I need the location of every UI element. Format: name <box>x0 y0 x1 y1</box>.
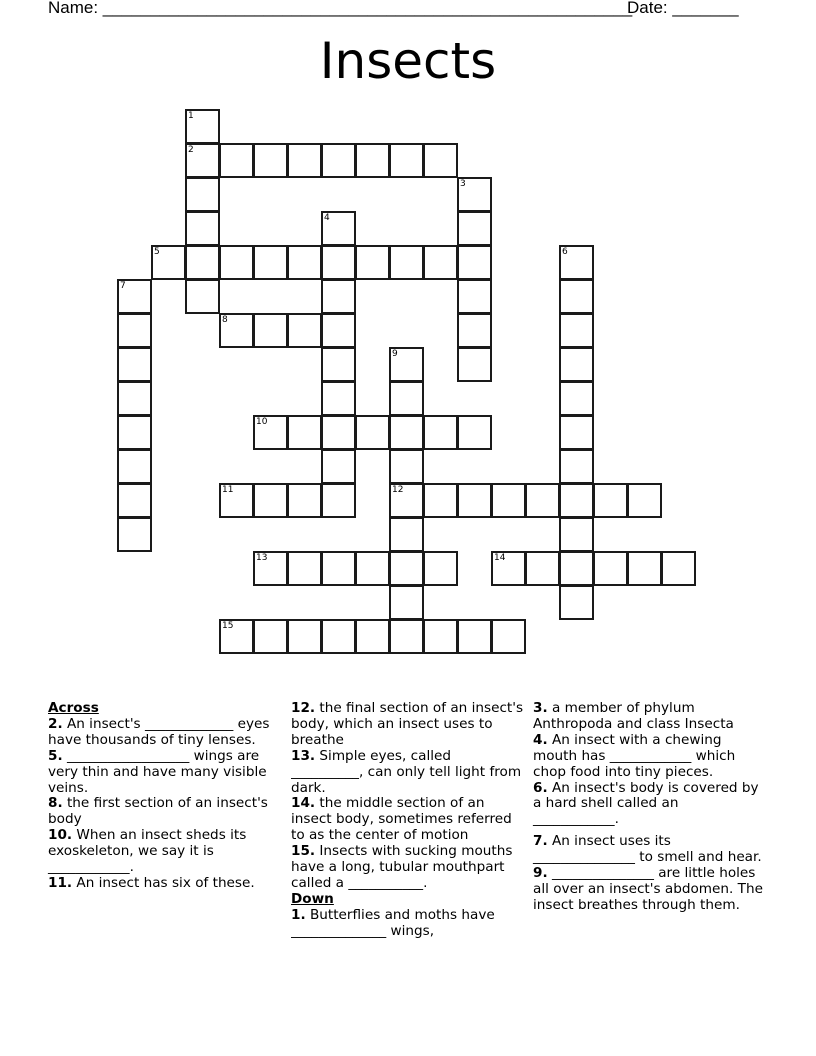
clue-across-13 <box>291 749 526 797</box>
crossword-cell[interactable] <box>457 245 492 280</box>
clue-text: An insect's body is covered by a hard shell called an ____________. <box>533 779 759 828</box>
crossword-cell[interactable] <box>321 313 356 348</box>
crossword-cell[interactable] <box>321 415 356 450</box>
crossword-cell[interactable] <box>457 211 492 246</box>
crossword-cell[interactable] <box>185 143 220 178</box>
clue-number: 2. <box>48 715 63 732</box>
clue-number-label: 9 <box>392 349 398 359</box>
crossword-cell[interactable] <box>287 483 322 518</box>
crossword-cell[interactable] <box>117 449 152 484</box>
crossword-cell[interactable] <box>593 483 628 518</box>
crossword-cell[interactable] <box>423 483 458 518</box>
crossword-cell[interactable] <box>525 551 560 586</box>
crossword-cell[interactable] <box>559 347 594 382</box>
crossword-cell[interactable] <box>219 483 254 518</box>
clue-text: An insect has six of these. <box>72 874 255 891</box>
crossword-cell[interactable] <box>457 279 492 314</box>
clues-column-3 <box>533 701 768 914</box>
crossword-cell[interactable] <box>559 517 594 552</box>
crossword-cell[interactable] <box>627 483 662 518</box>
crossword-cell[interactable] <box>423 415 458 450</box>
crossword-cell[interactable] <box>219 619 254 654</box>
clue-number: 5. <box>48 747 63 764</box>
crossword-cell[interactable] <box>321 381 356 416</box>
crossword-cell[interactable] <box>559 313 594 348</box>
clue-number-label: 6 <box>562 247 568 257</box>
clue-across-2 <box>48 717 270 749</box>
crossword-cell[interactable] <box>219 313 254 348</box>
crossword-cell[interactable] <box>389 347 424 382</box>
clue-down-3 <box>533 701 768 733</box>
clue-across-8 <box>48 796 270 828</box>
crossword-cell[interactable] <box>117 483 152 518</box>
clue-number: 15. <box>291 843 316 860</box>
clue-number: 10. <box>48 827 73 844</box>
name-field[interactable]: Name: ________________________________________________________ <box>48 0 633 17</box>
clue-number: 11. <box>48 874 73 891</box>
clue-text: Simple eyes, called __________, can only tell light from dark. <box>291 747 522 796</box>
clue-down-4 <box>533 733 768 781</box>
clue-number-label: 3 <box>460 179 466 189</box>
crossword-cell[interactable] <box>457 619 492 654</box>
clue-number-label: 15 <box>222 621 234 631</box>
clue-across-12 <box>291 701 526 749</box>
clue-number-label: 13 <box>256 553 268 563</box>
crossword-cell[interactable] <box>185 211 220 246</box>
clue-text: An insect's _____________ eyes have thousands of tiny lenses. <box>48 715 270 748</box>
clue-number-label: 12 <box>392 485 404 495</box>
crossword-cell[interactable] <box>253 245 288 280</box>
crossword-cell[interactable] <box>321 449 356 484</box>
crossword-cell[interactable] <box>117 381 152 416</box>
crossword-cell[interactable] <box>389 245 424 280</box>
crossword-cell[interactable] <box>423 143 458 178</box>
crossword-cell[interactable] <box>117 279 152 314</box>
crossword-cell[interactable] <box>389 143 424 178</box>
clue-text: __________________ wings are very thin and have many visible veins. <box>48 747 267 796</box>
crossword-cell[interactable] <box>389 619 424 654</box>
crossword-cell[interactable] <box>491 551 526 586</box>
clue-number: 12. <box>291 701 316 716</box>
crossword-cell[interactable] <box>287 551 322 586</box>
crossword-cell[interactable] <box>457 347 492 382</box>
crossword-cell[interactable] <box>253 483 288 518</box>
clue-text: An insect uses its _______________ to smell and hear. <box>533 833 762 866</box>
clues-column-1 <box>48 701 270 892</box>
crossword-cell[interactable] <box>423 245 458 280</box>
crossword-cell[interactable] <box>253 415 288 450</box>
clue-number: 1. <box>291 906 306 923</box>
crossword-cell[interactable] <box>151 245 186 280</box>
clue-number: 9. <box>533 865 548 882</box>
crossword-cell[interactable] <box>627 551 662 586</box>
clue-text: the middle section of an insect body, sometimes referred to as the center of motion <box>291 795 512 844</box>
clue-number: 4. <box>533 731 548 748</box>
crossword-cell[interactable] <box>559 279 594 314</box>
crossword-cell[interactable] <box>457 177 492 212</box>
clue-number: 7. <box>533 833 548 850</box>
clue-across-15 <box>291 844 526 892</box>
clue-down-7 <box>533 834 768 866</box>
clue-across-10 <box>48 828 270 876</box>
crossword-cell[interactable] <box>389 415 424 450</box>
crossword-cell[interactable] <box>117 415 152 450</box>
clue-down-9 <box>533 866 768 914</box>
crossword-cell[interactable] <box>457 483 492 518</box>
clue-across-14 <box>291 796 526 844</box>
crossword-cell[interactable] <box>491 483 526 518</box>
clue-number-label: 4 <box>324 213 330 223</box>
clue-number-label: 14 <box>494 553 506 563</box>
clue-number: 13. <box>291 747 316 764</box>
crossword-cell[interactable] <box>559 381 594 416</box>
crossword-cell[interactable] <box>389 585 424 620</box>
crossword-cell[interactable] <box>253 619 288 654</box>
clue-number-label: 8 <box>222 315 228 325</box>
crossword-cell[interactable] <box>423 619 458 654</box>
crossword-cell[interactable] <box>321 619 356 654</box>
down-heading: Down <box>291 890 334 907</box>
crossword-cell[interactable] <box>185 109 220 144</box>
clue-number-label: 7 <box>120 281 126 291</box>
clue-number-label: 2 <box>188 145 194 155</box>
clue-number: 6. <box>533 779 548 796</box>
date-field[interactable]: Date: _______ <box>627 0 739 17</box>
crossword-cell[interactable] <box>321 347 356 382</box>
clue-text: the first section of an insect's body <box>48 795 268 828</box>
crossword-cell[interactable] <box>253 551 288 586</box>
clue-down-6 <box>533 781 768 829</box>
page-title: Insects <box>319 32 497 90</box>
clue-number: 8. <box>48 795 63 812</box>
crossword-cell[interactable] <box>389 449 424 484</box>
clue-across-5 <box>48 749 270 797</box>
clue-text: Butterflies and moths have ______________ wings, <box>291 906 495 939</box>
crossword-cell[interactable] <box>457 313 492 348</box>
clue-number-label: 5 <box>154 247 160 257</box>
crossword-cell[interactable] <box>491 619 526 654</box>
crossword-cell[interactable] <box>389 483 424 518</box>
crossword-cell[interactable] <box>355 415 390 450</box>
crossword-cell[interactable] <box>287 619 322 654</box>
crossword-cell[interactable] <box>287 313 322 348</box>
clue-down-1 <box>291 908 526 940</box>
crossword-cell[interactable] <box>525 483 560 518</box>
clue-text: Insects with sucking mouths have a long, tubular mouthpart called a ___________. <box>291 843 513 891</box>
crossword-cell[interactable] <box>423 551 458 586</box>
clue-across-11 <box>48 876 270 892</box>
clue-number-label: 1 <box>188 111 194 121</box>
crossword-cell[interactable] <box>219 245 254 280</box>
crossword-cell[interactable] <box>389 517 424 552</box>
clue-text: a member of phylum Anthropoda and class Insecta <box>533 700 734 732</box>
crossword-cell[interactable] <box>287 143 322 178</box>
crossword-cell[interactable] <box>559 415 594 450</box>
crossword-cell[interactable] <box>287 245 322 280</box>
clue-text: _______________ are little holes all over an insect's abdomen. The insect breathes through them. <box>533 865 763 913</box>
crossword-cell[interactable] <box>253 313 288 348</box>
clue-number: 14. <box>291 795 316 812</box>
clue-number: 3. <box>533 700 548 716</box>
crossword-cell[interactable] <box>321 245 356 280</box>
crossword-cell[interactable] <box>219 143 254 178</box>
crossword-cell[interactable] <box>185 177 220 212</box>
crossword-cell[interactable] <box>661 551 696 586</box>
crossword-cell[interactable] <box>253 143 288 178</box>
crossword-cell[interactable] <box>559 449 594 484</box>
crossword-cell[interactable] <box>321 143 356 178</box>
crossword-cell[interactable] <box>559 551 594 586</box>
crossword-cell[interactable] <box>117 313 152 348</box>
crossword-cell[interactable] <box>321 211 356 246</box>
crossword-cell[interactable] <box>287 415 322 450</box>
crossword-cell[interactable] <box>117 517 152 552</box>
crossword-cell[interactable] <box>355 245 390 280</box>
crossword-cell[interactable] <box>593 551 628 586</box>
crossword-cell[interactable] <box>355 619 390 654</box>
crossword-cell[interactable] <box>559 483 594 518</box>
crossword-cell[interactable] <box>185 245 220 280</box>
crossword-cell[interactable] <box>185 279 220 314</box>
clue-text: An insect with a chewing mouth has ____________ which chop food into tiny pieces. <box>533 731 736 780</box>
crossword-cell[interactable] <box>389 381 424 416</box>
clue-text: the final section of an insect's body, which an insect uses to breathe <box>291 701 524 748</box>
crossword-cell[interactable] <box>559 585 594 620</box>
clue-number-label: 10 <box>256 417 268 427</box>
crossword-cell[interactable] <box>457 415 492 450</box>
crossword-cell[interactable] <box>321 279 356 314</box>
clues-column-2 <box>291 701 526 956</box>
crossword-cell[interactable] <box>117 347 152 382</box>
crossword-cell[interactable] <box>355 143 390 178</box>
crossword-cell[interactable] <box>321 483 356 518</box>
crossword-cell[interactable] <box>389 551 424 586</box>
crossword-cell[interactable] <box>355 551 390 586</box>
crossword-cell[interactable] <box>559 245 594 280</box>
across-heading: Across <box>48 700 99 716</box>
clue-number-label: 11 <box>222 485 234 495</box>
crossword-cell[interactable] <box>321 551 356 586</box>
clue-text: When an insect sheds its exoskeleton, we say it is ____________. <box>48 827 247 876</box>
